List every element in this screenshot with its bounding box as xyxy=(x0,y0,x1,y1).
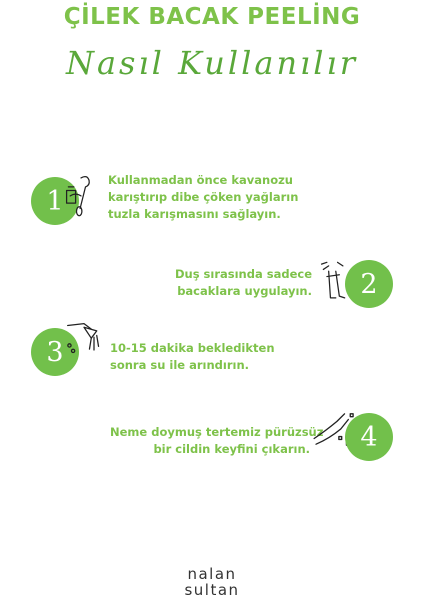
jar-spoon-icon xyxy=(63,172,99,218)
step-3-line-1: 10-15 dakika bekledikten xyxy=(110,341,275,355)
page-subtitle: Nasıl Kullanılır xyxy=(65,44,359,82)
step-3-text xyxy=(110,340,275,374)
step-2-number-badge xyxy=(345,260,393,308)
brand-line-2: sultan xyxy=(184,581,240,599)
step-3-line-2: sonra su ile arındırın. xyxy=(110,358,249,372)
brand-line-1: nalan xyxy=(187,565,237,583)
step-2-text xyxy=(150,266,312,300)
brand-logo xyxy=(0,566,424,598)
step-4-line-1: Neme doymuş tertemiz pürüzsüz xyxy=(110,425,324,439)
step-2-number: 2 xyxy=(360,268,378,300)
step-1-text xyxy=(108,172,298,223)
shower-head-icon xyxy=(64,320,104,360)
step-1-line-1: Kullanmadan önce kavanozu xyxy=(108,173,293,187)
step-4-line-2: bir cildin keyfini çıkarın. xyxy=(153,442,310,456)
step-3-number: 3 xyxy=(46,336,64,368)
step-4-text xyxy=(110,424,324,458)
step-1-line-2: karıştırıp dibe çöken yağların xyxy=(108,190,299,204)
step-4-number-badge xyxy=(345,413,393,461)
step-2-line-1: Duş sırasında sadece xyxy=(174,267,312,281)
step-1-number: 1 xyxy=(46,185,64,217)
step-4-number: 4 xyxy=(360,421,378,453)
step-1-line-3: tuzla karışmasını sağlayın. xyxy=(108,207,281,221)
step-2-line-2: bacaklara uygulayın. xyxy=(177,284,312,298)
page-title: ÇİLEK BACAK PEELİNG xyxy=(63,4,361,30)
